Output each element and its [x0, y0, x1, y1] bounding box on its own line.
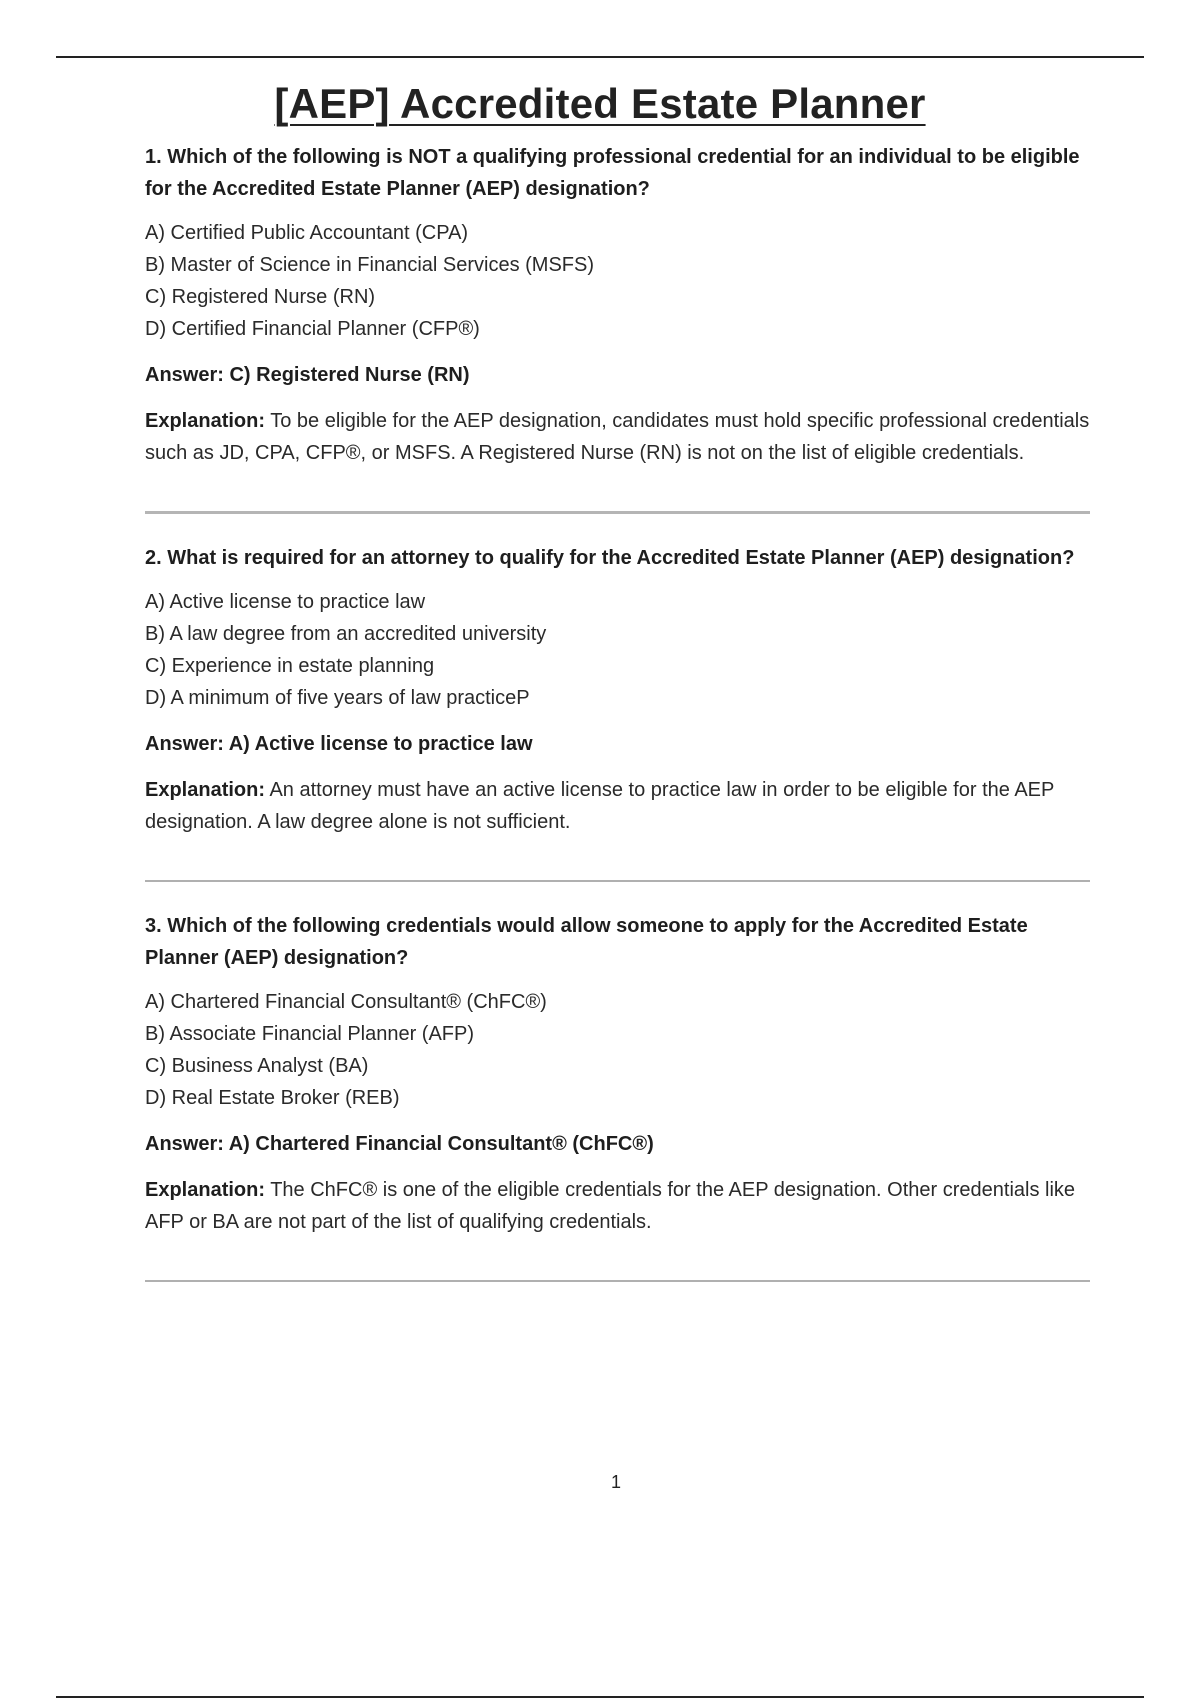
answer-text: Answer: A) Active license to practice law	[145, 733, 533, 755]
section-divider	[145, 1280, 1090, 1282]
option-c: C) Experience in estate planning	[145, 655, 435, 677]
option-a: A) Chartered Financial Consultant® (ChFC®)	[145, 991, 547, 1013]
explanation-text: To be eligible for the AEP designation, candidates must hold specific professional credentials such as JD, CPA, CFP®, or MSFS. A Registered Nurse (RN) is not on the list of eligible credentials.	[145, 410, 1090, 464]
explanation-label: Explanation:	[145, 1179, 266, 1201]
document-body	[145, 141, 1090, 1310]
question-text: 3. Which of the following credentials would allow someone to apply for the Accredited Estate Planner (AEP) designation?	[145, 915, 1028, 969]
answer-text: Answer: A) Chartered Financial Consultant® (ChFC®)	[145, 1133, 654, 1155]
document-title	[0, 74, 1200, 134]
question-text: 2. What is required for an attorney to qualify for the Accredited Estate Planner (AEP) designation?	[145, 547, 1075, 569]
option-list	[145, 217, 1090, 345]
option-d: D) Real Estate Broker (REB)	[145, 1087, 400, 1109]
explanation-label: Explanation:	[145, 779, 266, 801]
option-list	[145, 986, 1090, 1114]
document-title-text: [AEP] Accredited Estate Planner	[274, 80, 926, 127]
explanation	[145, 774, 1090, 838]
option-b: B) A law degree from an accredited university	[145, 623, 547, 645]
page-number: 1	[610, 1472, 621, 1492]
header-rule	[56, 56, 1144, 58]
option-b: B) Associate Financial Planner (AFP)	[145, 1023, 475, 1045]
option-b: B) Master of Science in Financial Services (MSFS)	[145, 254, 595, 276]
question-block-1	[145, 141, 1090, 469]
option-a: A) Active license to practice law	[145, 591, 426, 613]
option-d: D) Certified Financial Planner (CFP®)	[145, 318, 480, 340]
explanation	[145, 1174, 1090, 1238]
footer-rule	[56, 1696, 1144, 1698]
answer-text: Answer: C) Registered Nurse (RN)	[145, 364, 470, 386]
option-d: D) A minimum of five years of law practiceP	[145, 687, 530, 709]
explanation-text: An attorney must have an active license to practice law in order to be eligible for the AEP designation. A law degree alone is not sufficient.	[145, 779, 1054, 833]
option-list	[145, 586, 1090, 714]
question-block-2	[145, 542, 1090, 838]
explanation-label: Explanation:	[145, 410, 266, 432]
option-c: C) Business Analyst (BA)	[145, 1055, 369, 1077]
explanation-text: The ChFC® is one of the eligible credentials for the AEP designation. Other credentials like AFP or BA are not part of the list of qualifying credentials.	[145, 1179, 1076, 1233]
question-block-3	[145, 910, 1090, 1238]
section-divider	[145, 511, 1090, 514]
question-text: 1. Which of the following is NOT a qualifying professional credential for an individual to be eligible for the Accredited Estate Planner (AEP) designation?	[145, 146, 1080, 200]
explanation	[145, 405, 1090, 469]
section-divider	[145, 880, 1090, 882]
option-c: C) Registered Nurse (RN)	[145, 286, 376, 308]
option-a: A) Certified Public Accountant (CPA)	[145, 222, 469, 244]
